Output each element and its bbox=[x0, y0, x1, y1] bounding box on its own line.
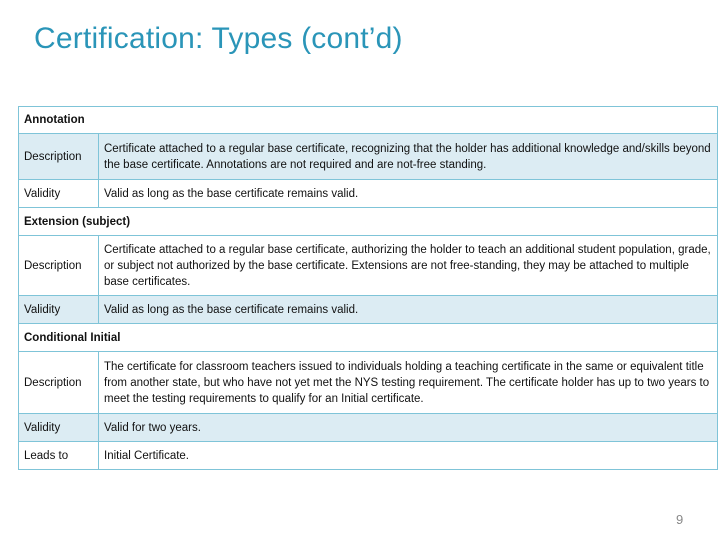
table-row bbox=[19, 180, 718, 208]
table-row bbox=[19, 296, 718, 324]
row-label: Description bbox=[19, 134, 99, 180]
row-text: Initial Certificate. bbox=[99, 442, 718, 470]
certification-types-table bbox=[18, 106, 718, 470]
section-heading: Annotation bbox=[19, 107, 718, 134]
row-text: Certificate attached to a regular base certificate, recognizing that the holder has additional knowledge and/skills beyond the base certificate. Annotations are not required and are not-free standing. bbox=[99, 134, 718, 180]
table-row bbox=[19, 134, 718, 180]
row-label: Validity bbox=[19, 180, 99, 208]
row-label: Description bbox=[19, 236, 99, 296]
page-title: Certification: Types (cont’d) bbox=[34, 22, 403, 55]
table-row bbox=[19, 236, 718, 296]
table-row bbox=[19, 352, 718, 414]
row-label: Description bbox=[19, 352, 99, 414]
row-label: Leads to bbox=[19, 442, 99, 470]
section-heading: Conditional Initial bbox=[19, 324, 718, 352]
section-header-annotation bbox=[19, 107, 718, 134]
table-row bbox=[19, 442, 718, 470]
row-text: Certificate attached to a regular base certificate, authorizing the holder to teach an additional student population, grade, or subject not authorized by the base certificate. Extensions are not free-standing, they may be attached to multiple base certificates. bbox=[99, 236, 718, 296]
row-text: Valid for two years. bbox=[99, 414, 718, 442]
row-text: The certificate for classroom teachers issued to individuals holding a teaching certificate in the same or equivalent title from another state, but who have not yet met the NYS testing requirement. The certificate holder has up to two years to meet the testing requirements to qualify for an Initial certificate. bbox=[99, 352, 718, 414]
table-row bbox=[19, 414, 718, 442]
section-header-conditional-initial bbox=[19, 324, 718, 352]
row-label: Validity bbox=[19, 414, 99, 442]
row-text: Valid as long as the base certificate remains valid. bbox=[99, 296, 718, 324]
section-header-extension bbox=[19, 208, 718, 236]
page-number: 9 bbox=[676, 512, 684, 527]
row-label: Validity bbox=[19, 296, 99, 324]
row-text: Valid as long as the base certificate remains valid. bbox=[99, 180, 718, 208]
section-heading: Extension (subject) bbox=[19, 208, 718, 236]
